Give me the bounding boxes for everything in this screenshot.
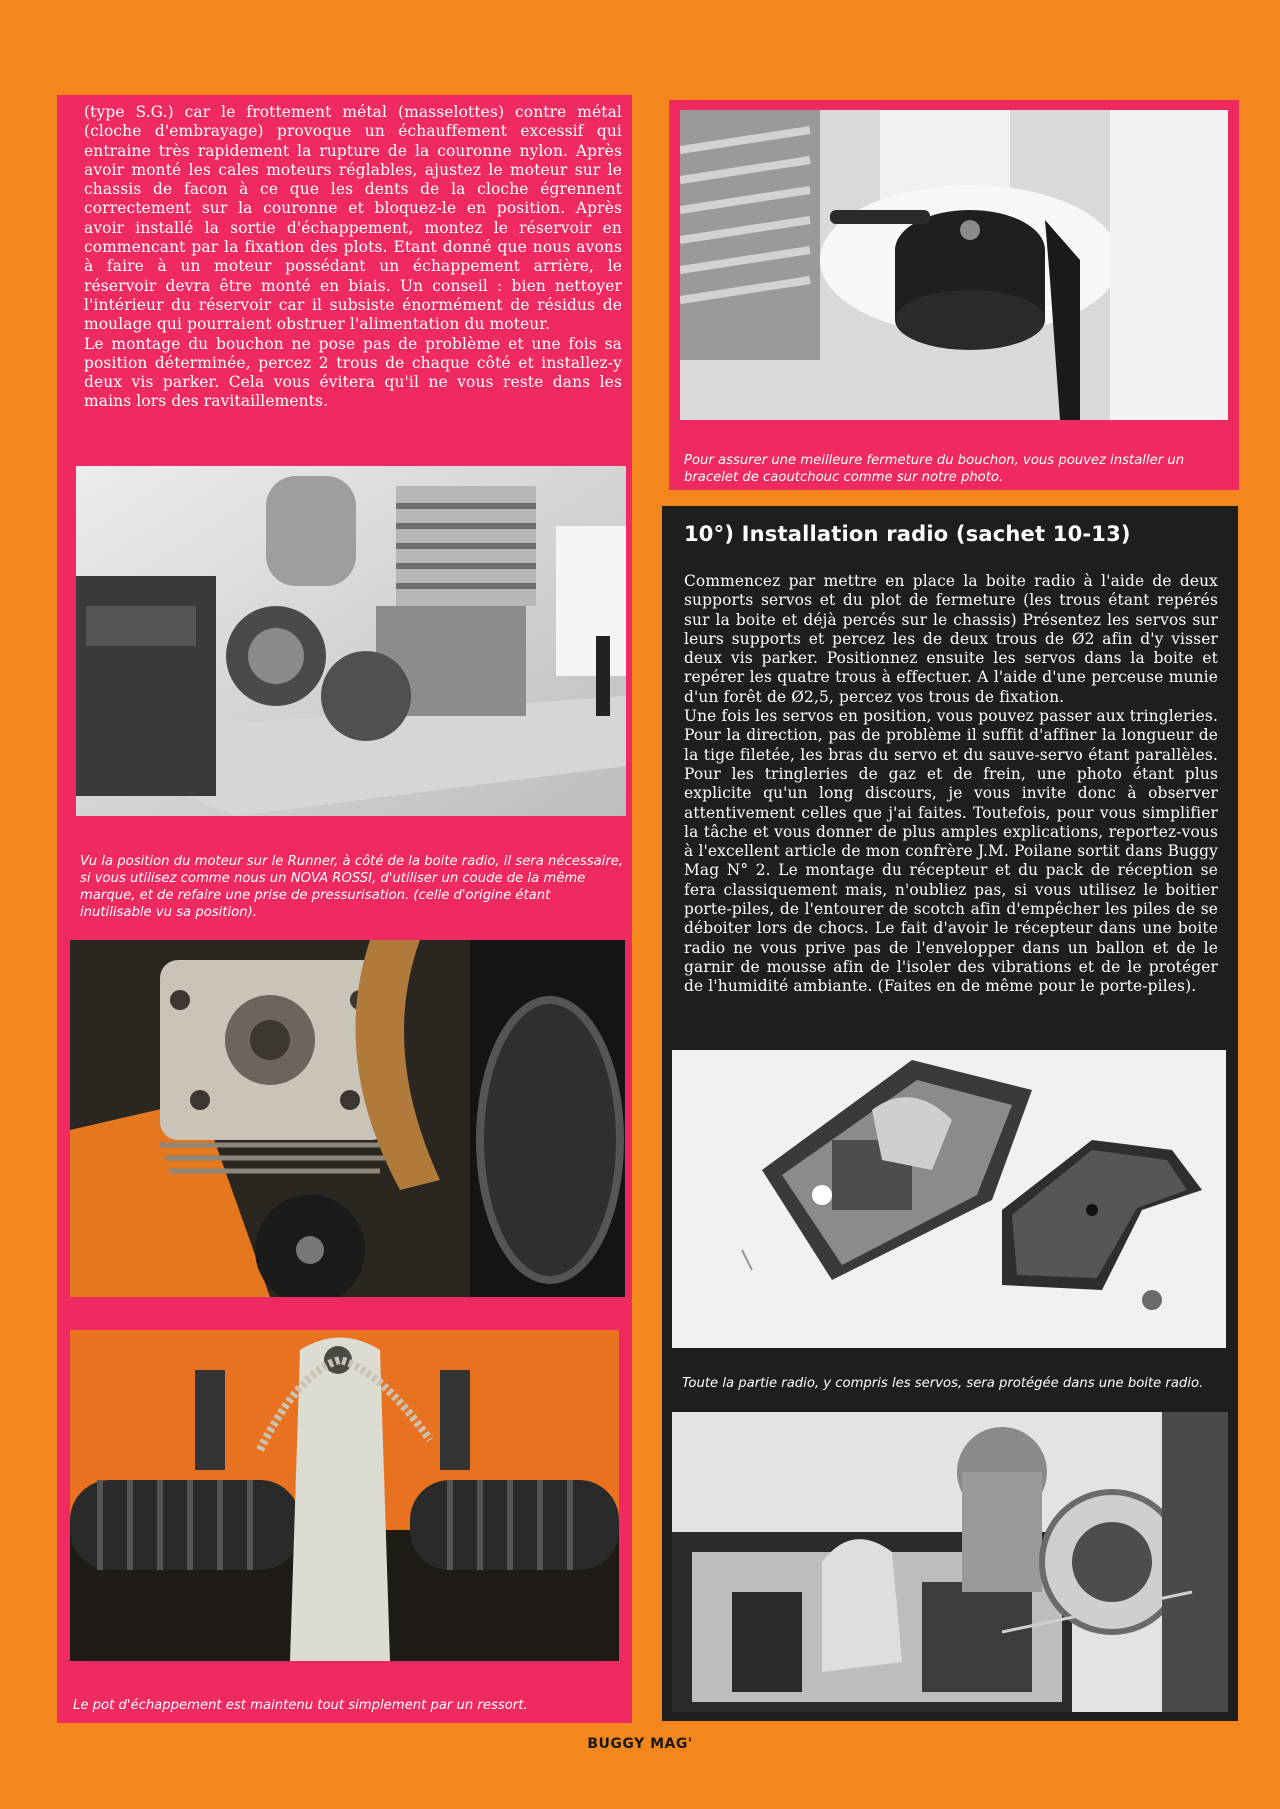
fuel-cap-caption: Pour assurer une meilleure fermeture du bouchon, vous pouvez installer un bracelet de caoutchouc comme sur notre photo. <box>684 453 1185 485</box>
radio-box-caption: Toute la partie radio, y compris les servos, sera protégée dans une boite radio. <box>682 1376 1204 1391</box>
exhaust-caption: Le pot d'échappement est maintenu tout simplement par un ressort. <box>73 1698 528 1713</box>
left-intro-text <box>84 103 622 412</box>
engine-chassis-photo <box>76 466 626 816</box>
radio-installation-text <box>684 572 1218 997</box>
left-paragraph-2: Le montage du bouchon ne pose pas de problème et une fois sa position déterminée, percez 2 trous de chaque côté et installez-y deux vis parker. Cela vous évitera qu'il ne vous reste dans les mains lors des ravitaillements. <box>84 334 622 411</box>
radio-installed-photo <box>672 1412 1228 1712</box>
exhaust-spring-photo <box>70 1330 619 1661</box>
magazine-footer: BUGGY MAG' <box>587 1736 693 1752</box>
right-paragraph-2: Une fois les servos en position, vous pouvez passer aux tringleries. Pour la direction, pas de problème il suffit d'affiner la longueur de la tige filetée, les bras du servo et du sauve-servo étant parallèles. Pour les tringleries de gaz et de frein, une photo étant plus explicite qu'un long discours, je vous invite donc à observer attentivement celles que j'ai faites. Toutefois, pour vous simplifier la tâche et vous donner de plus amples explications, reportez-vous à l'excellent article de mon confrère J.M. Poilane sortit dans Buggy Mag N° 2. Le montage du récepteur et du pack de réception se fera classiquement mais, n'oubliez pas, si vous utilisez le boitier porte-piles, de l'entourer de scotch afin d'empêcher les piles de se déboiter lors de chocs. Le fait d'avoir le récepteur dans une boite radio ne vous prive pas de l'envelopper dans un ballon et de le garnir de mousse afin de l'isoler des vibrations et de le protéger de l'humidité ambiante. (Faites en de même pour le porte-piles). <box>684 707 1218 996</box>
right-paragraph-1: Commencez par mettre en place la boite radio à l'aide de deux supports servos et du plot de fermeture (les trous étant repérés sur la boite et déjà percés sur le chassis) Présentez les servos sur leurs supports et percez les de deux trous de Ø2 afin d'y visser deux vis parker. Positionnez ensuite les servos dans la boite et repérer les quatre trous à effectuer. A l'aide d'une perceuse munie d'un forêt de Ø2,5, percez vos trous de fixation. <box>684 572 1218 706</box>
section-title: 10°) Installation radio (sachet 10-13) <box>684 522 1131 546</box>
engine-caption: Vu la position du moteur sur le Runner, à côté de la boite radio, il sera nécessaire, si vous utilisez comme nous un NOVA ROSSI, d'utiliser un coude de la même marque, et de refaire une prise de pressurisation. (celle d'origine étant inutilisable vu sa position). <box>80 854 624 920</box>
engine-head-photo <box>70 940 625 1297</box>
left-paragraph-1: (type S.G.) car le frottement métal (masselottes) contre métal (cloche d'embrayage) provoque un échauffement excessif qui entraine très rapidement la rupture de la couronne nylon. Après avoir monté les cales moteurs réglables, ajustez le moteur sur le chassis de facon à ce que les dents de la cloche égrennent correctement sur la couronne et bloquez-le en position. Après avoir installé la sortie d'échappement, montez le réservoir en commencant par la fixation des plots. Etant donné que nous avons à faire à un moteur possédant un échappement arrière, le réservoir devra être monté en biais. Un conseil : bien nettoyer l'intérieur du réservoir car il subsiste énormément de résidus de moulage qui pourraient obstruer l'alimentation du moteur. <box>84 103 622 334</box>
fuel-cap-photo <box>680 110 1228 420</box>
radio-box-photo <box>672 1050 1226 1348</box>
